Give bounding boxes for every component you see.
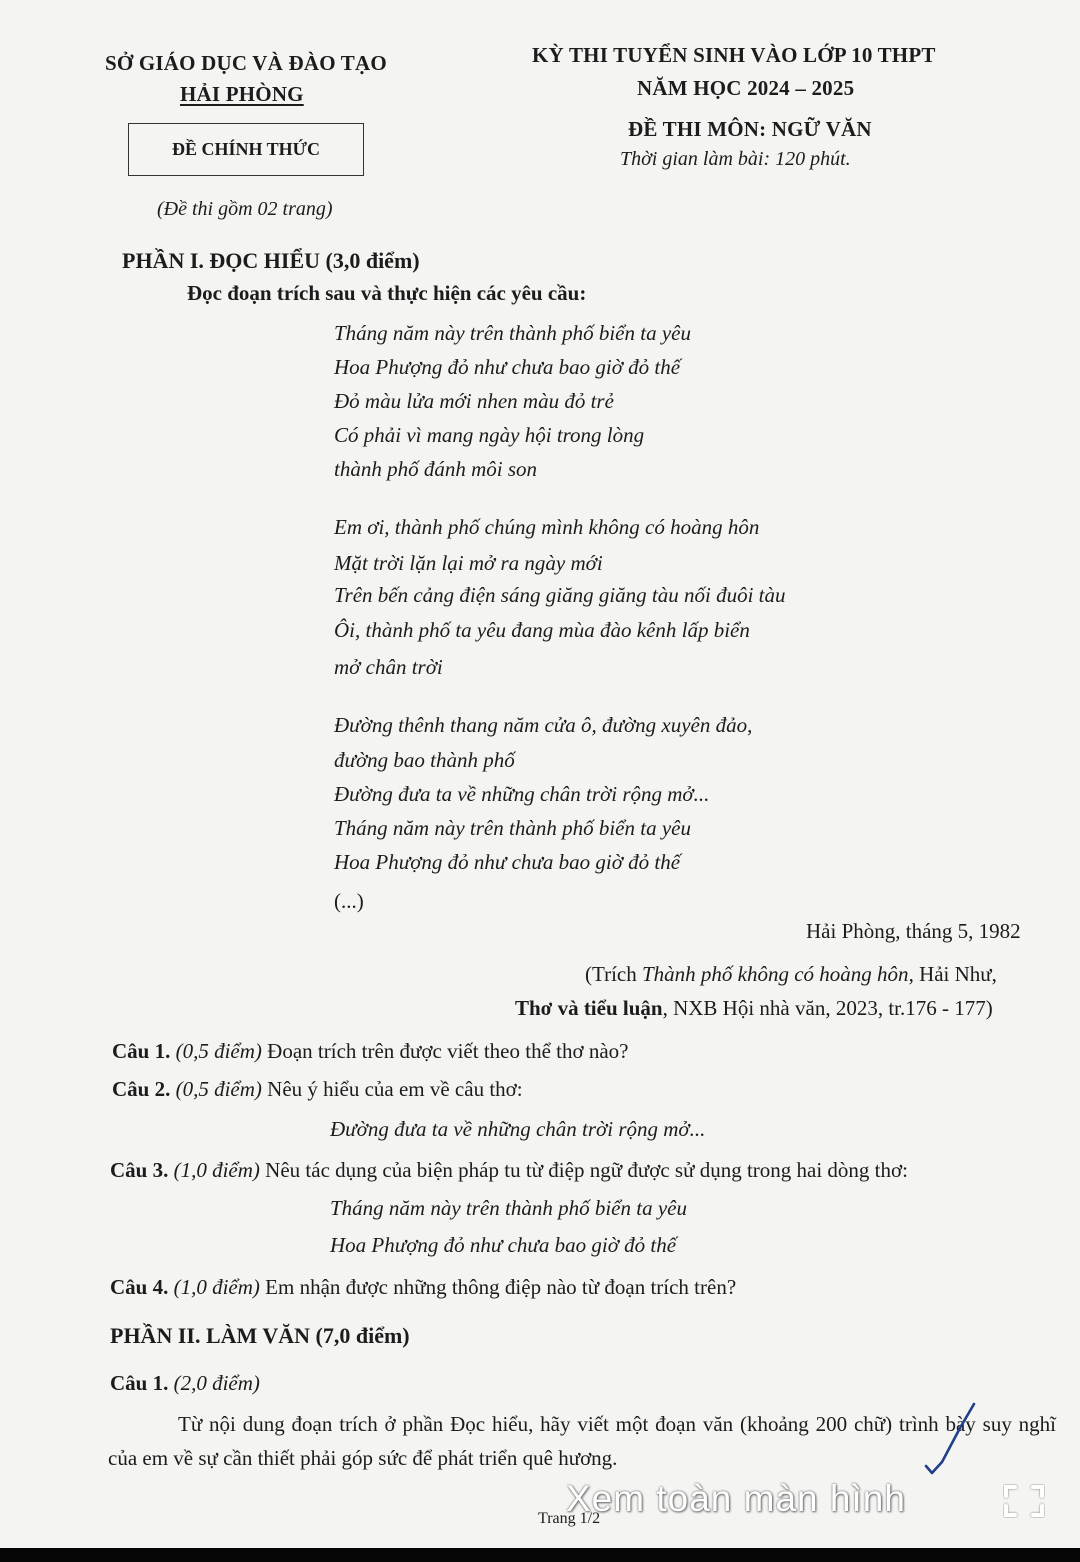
official-exam-label: ĐỀ CHÍNH THỨC [171, 139, 321, 159]
exam-time: Thời gian làm bài: 120 phút. [620, 148, 851, 170]
poem-line: Có phải vì mang ngày hội trong lòng [334, 423, 645, 447]
exam-subject: ĐỀ THI MÔN: NGỮ VĂN [628, 117, 872, 141]
poem-line: Hoa Phượng đỏ như chưa bao giờ đỏ thế [334, 850, 681, 874]
poem-line: Tháng năm này trên thành phố biển ta yêu [334, 816, 691, 840]
question-1: Câu 1. (0,5 điểm) Đoạn trích trên được viết theo thể thơ nào? [112, 1039, 629, 1063]
poem-ellipsis: (...) [334, 889, 364, 913]
poem-line: Hoa Phượng đỏ như chưa bao giờ đỏ thế [334, 355, 681, 379]
part-1-instruction: Đọc đoạn trích sau và thực hiện các yêu cầu: [187, 281, 587, 305]
school-year: NĂM HỌC 2024 – 2025 [637, 76, 855, 100]
question-2: Câu 2. (0,5 điểm) Nêu ý hiểu của em về câu thơ: [112, 1077, 523, 1101]
department-name: SỞ GIÁO DỤC VÀ ĐÀO TẠO [105, 51, 387, 75]
fullscreen-button[interactable] [566, 1478, 906, 1520]
part-1-title: PHẦN I. ĐỌC HIỂU (3,0 điểm) [122, 248, 420, 273]
poem-source-line-1: (Trích Thành phố không có hoàng hôn, Hải Như, [585, 962, 997, 986]
expand-icon[interactable] [1003, 1484, 1045, 1518]
poem-line: đường bao thành phố [334, 748, 515, 772]
poem-line: Mặt trời lặn lại mở ra ngày mới [334, 551, 603, 575]
poem-line: Ôi, thành phố ta yêu đang mùa đào kênh lấp biển [334, 618, 750, 642]
poem-line: Trên bến cảng điện sáng giăng giăng tàu nối đuôi tàu [334, 583, 786, 607]
part-2-question-1: Câu 1. (2,0 điểm) [110, 1371, 260, 1395]
pages-note: (Đề thi gồm 02 trang) [157, 198, 333, 220]
poem-place-date: Hải Phòng, tháng 5, 1982 [806, 919, 1021, 943]
official-exam-badge [128, 123, 364, 176]
exam-title: KỲ THI TUYỂN SINH VÀO LỚP 10 THPT [532, 43, 936, 67]
poem-line: Em ơi, thành phố chúng mình không có hoàng hôn [334, 515, 760, 539]
poem-line: thành phố đánh môi son [334, 457, 538, 481]
poem-line: Tháng năm này trên thành phố biển ta yêu [334, 321, 691, 345]
question-3-quote-line: Tháng năm này trên thành phố biển ta yêu [330, 1196, 687, 1220]
checkmark-icon [922, 1400, 982, 1478]
poem-line: Đường đưa ta về những chân trời rộng mở... [334, 782, 710, 806]
question-3-quote-line: Hoa Phượng đỏ như chưa bao giờ đỏ thế [330, 1233, 677, 1257]
part-2-question-1-text: Từ nội dung đoạn trích ở phần Đọc hiểu, hãy viết một đoạn văn (khoảng 200 chữ) trình bày suy nghĩ của em về sự cần thiết phải góp sức để phát triển quê hương. [108, 1412, 1056, 1470]
question-2-quote: Đường đưa ta về những chân trời rộng mở... [330, 1117, 706, 1141]
poem-line: Đường thênh thang năm cửa ô, đường xuyên đảo, [334, 713, 753, 737]
city-name: HẢI PHÒNG [180, 82, 304, 106]
poem-line: Đỏ màu lửa mới nhen màu đỏ trẻ [334, 389, 614, 413]
question-3: Câu 3. (1,0 điểm) Nêu tác dụng của biện pháp tu từ điệp ngữ được sử dụng trong hai dòng thơ: [110, 1158, 908, 1182]
page-number: Trang 1/2 [538, 1510, 601, 1527]
poem-line: mở chân trời [334, 655, 443, 679]
part-2-title: PHẦN II. LÀM VĂN (7,0 điểm) [110, 1323, 410, 1348]
bottom-bar [0, 1548, 1080, 1562]
fullscreen-label[interactable]: Xem toàn màn hình [566, 1478, 906, 1519]
poem-source-line-2: Thơ và tiểu luận, NXB Hội nhà văn, 2023, tr.176 - 177) [515, 996, 993, 1020]
question-4: Câu 4. (1,0 điểm) Em nhận được những thông điệp nào từ đoạn trích trên? [110, 1275, 737, 1299]
